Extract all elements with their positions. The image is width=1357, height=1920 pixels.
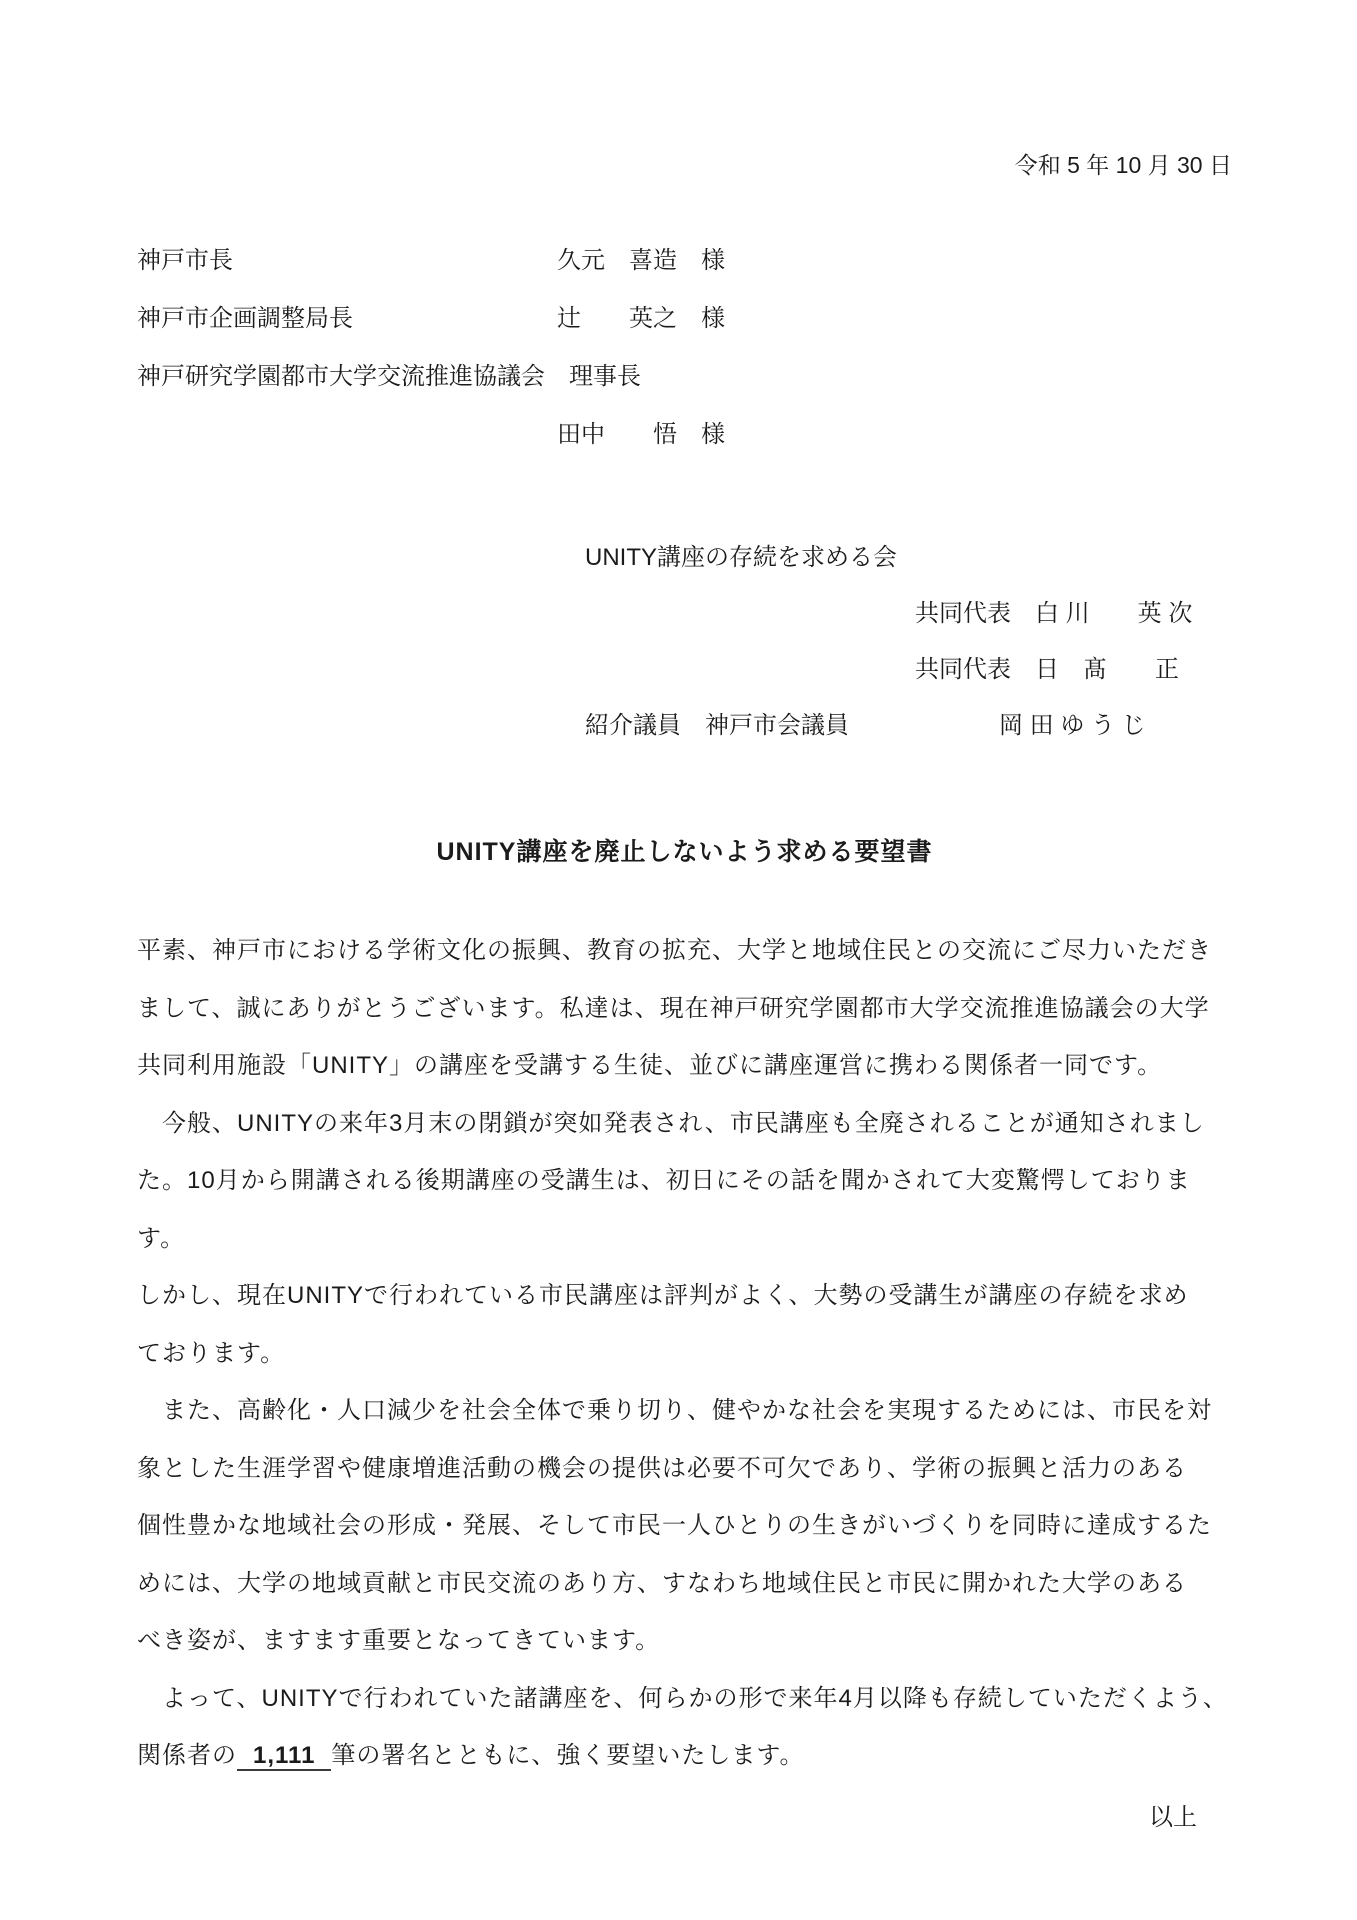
recipient-row bbox=[137, 348, 1232, 406]
document-date: 令和 5 年 10 月 30 日 bbox=[1014, 152, 1232, 178]
doc-line: た。10月から開講される後期講座の受講生は、初日にその話を聞かされて大変驚愕しております。 bbox=[137, 1167, 1191, 1252]
petition-prefix: 関係者の bbox=[137, 1742, 237, 1769]
document-title: UNITY講座を廃止しないよう求める要望書 bbox=[436, 838, 933, 866]
closing-text: 以上 bbox=[1149, 1803, 1197, 1831]
recipient-name: 久元 喜造 様 bbox=[557, 247, 725, 274]
sender-introducer-role: 紹介議員 神戸市会議員 bbox=[585, 712, 849, 739]
recipient-title bbox=[137, 406, 557, 464]
sender-introducer-name: 岡 田 ゆ う じ bbox=[999, 712, 1146, 739]
sender-introducer bbox=[137, 698, 1232, 754]
doc-line: 個性豊かな地域社会の形成・発展、そして市民一人ひとりの生きがいづくりを同時に達成するた bbox=[137, 1512, 1212, 1539]
doc-line: よって、UNITYで行われていた諸講座を、何らかの形で来年4月以降も存続していただくよう、 bbox=[137, 1684, 1228, 1712]
sender-organization: UNITY講座の存続を求める会 bbox=[585, 544, 897, 571]
sender-representative: 共同代表 日 髙 正 bbox=[915, 656, 1179, 683]
recipient-row bbox=[137, 406, 1232, 464]
recipient-block bbox=[137, 232, 1232, 464]
document-body bbox=[137, 922, 1232, 1785]
recipient-title: 神戸市長 bbox=[137, 247, 233, 274]
doc-line: しかし、現在UNITYで行われている市民講座は評判がよく、大勢の受講生が講座の存続を求め bbox=[137, 1282, 1189, 1309]
recipient-row bbox=[137, 290, 1232, 348]
doc-line: 平素、神戸市における学術文化の振興、教育の拡充、大学と地域住民との交流にご尽力いただき bbox=[137, 937, 1212, 964]
recipient-name: 辻 英之 様 bbox=[557, 305, 725, 332]
petition-line bbox=[137, 1727, 1232, 1785]
doc-line: また、高齢化・人口減少を社会全体で乗り切り、健やかな社会を実現するためには、市民を対 bbox=[137, 1397, 1212, 1424]
doc-line: めには、大学の地域貢献と市民交流のあり方、すなわち地域住民と市民に開かれた大学のある bbox=[137, 1569, 1187, 1597]
sender-block bbox=[137, 530, 1232, 754]
recipient-name: 田中 悟 様 bbox=[557, 421, 725, 448]
doc-line: 象とした生涯学習や健康増進活動の機会の提供は必要不可欠であり、学術の振興と活力のある bbox=[137, 1454, 1187, 1482]
doc-line: べき姿が、ますます重要となってきています。 bbox=[137, 1627, 661, 1654]
signature-count: 1,111 bbox=[237, 1742, 331, 1771]
doc-line: まして、誠にありがとうございます。私達は、現在神戸研究学園都市大学交流推進協議会の大学 bbox=[137, 994, 1210, 1022]
body-paragraph bbox=[137, 1670, 1232, 1728]
sender-representative: 共同代表 白 川 英 次 bbox=[915, 600, 1193, 627]
body-paragraph bbox=[137, 1382, 1232, 1670]
doc-line: ております。 bbox=[137, 1339, 286, 1367]
recipient-row bbox=[137, 232, 1232, 290]
doc-line: 共同利用施設「UNITY」の講座を受講する生徒、並びに講座運営に携わる関係者一同です。 bbox=[137, 1052, 1163, 1079]
recipient-title: 神戸研究学園都市大学交流推進協議会 理事長 bbox=[137, 363, 641, 390]
body-paragraph bbox=[137, 922, 1232, 1095]
doc-line: 今般、UNITYの来年3月末の閉鎖が突如発表され、市民講座も全廃されることが通知されまし bbox=[137, 1109, 1205, 1137]
body-paragraph bbox=[137, 1095, 1232, 1383]
recipient-title: 神戸市企画調整局長 bbox=[137, 305, 353, 332]
petition-suffix: 筆の署名とともに、強く要望いたします。 bbox=[331, 1742, 805, 1769]
